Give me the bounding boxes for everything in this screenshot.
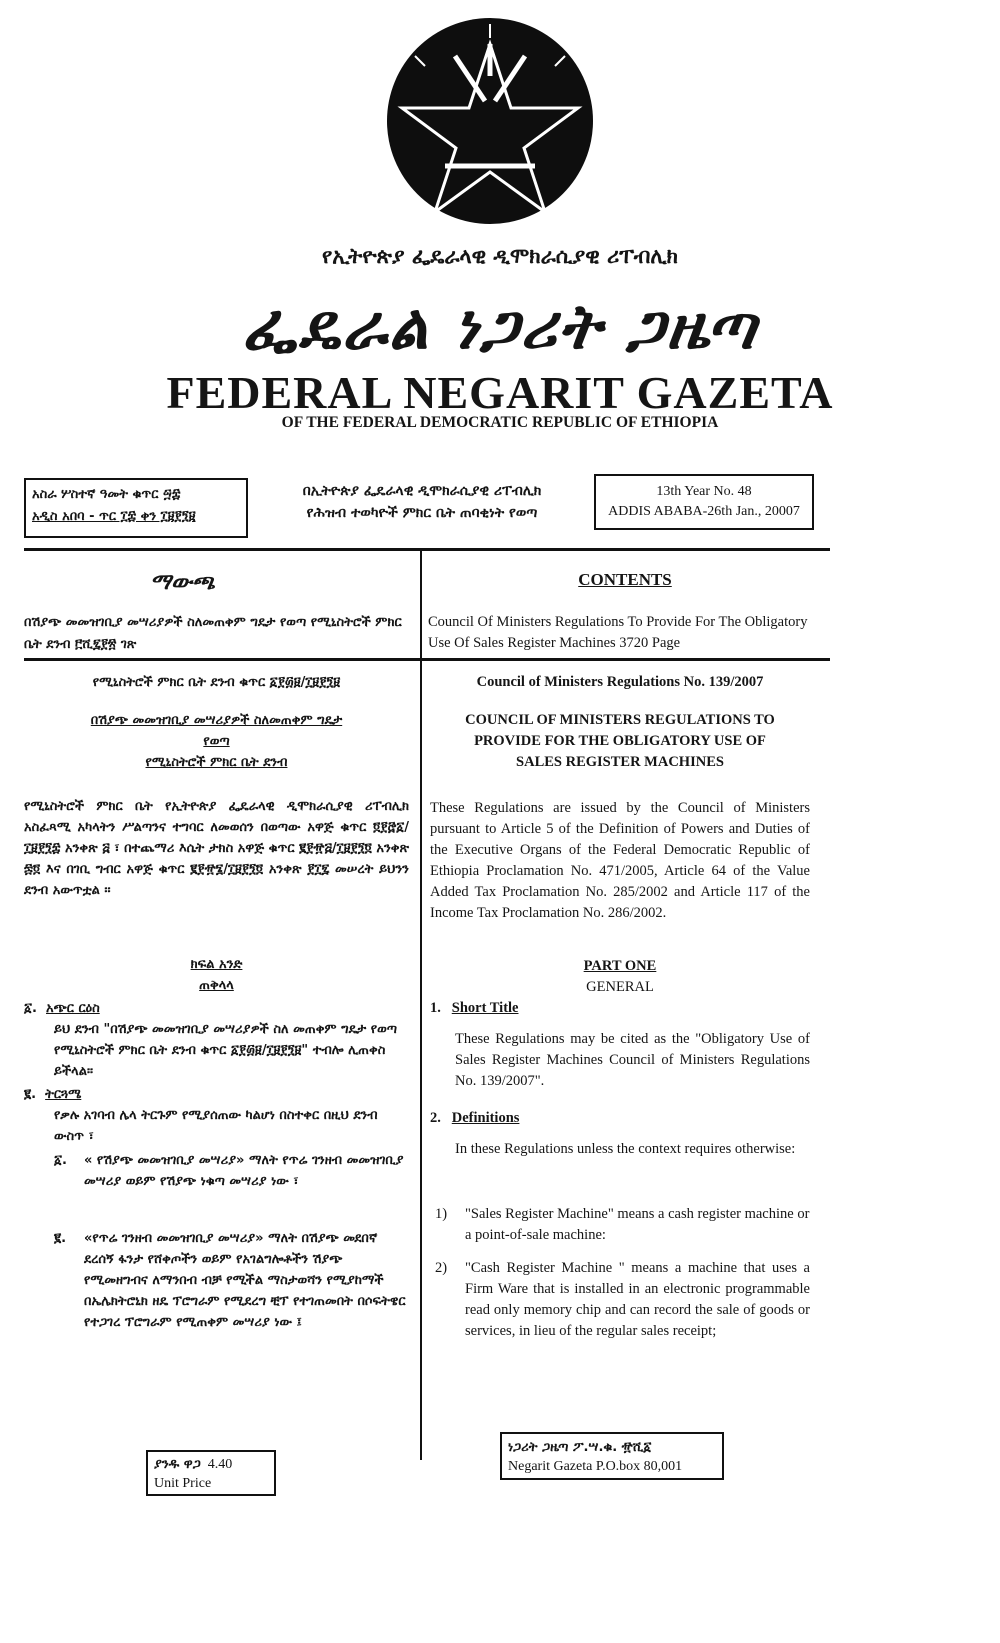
contents-divider	[420, 548, 422, 658]
national-emblem	[385, 16, 595, 226]
definition-number: ፪.	[54, 1231, 67, 1246]
english-gazette-subtitle: OF THE FEDERAL DEMOCRATIC REPUBLIC OF ETHIOPIA	[281, 414, 719, 431]
amharic-year-line: አስራ ሦስተኛ ዓመት ቁጥር ፵፰	[32, 487, 181, 502]
pobox-english: Negarit Gazeta P.O.box 80,001	[508, 1459, 683, 1474]
title-line-1: በሽያጭ መመዝገቢያ መሣሪያዎች ስለመጠቀም ግዴታ	[90, 713, 343, 728]
contents-entry-english: Council Of Ministers Regulations To Provide For The Obligatory Use Of Sales Register Machines 3720 Page	[428, 614, 808, 651]
section-intro: In these Regulations unless the context requires otherwise:	[455, 1141, 796, 1157]
definition-1-english	[430, 1204, 810, 1246]
regulation-number-amharic: የሚኒስትሮች ምክር ቤት ደንብ ቁጥር ፩፻፴፱/፲፱፻፺፱	[92, 675, 341, 690]
definition-text: "Sales Register Machine" means a cash register machine or a point-of-sale machine:	[465, 1206, 810, 1243]
section-2-english	[430, 1108, 810, 1160]
title-line-3: የሚኒስትሮች ምክር ቤት ደንብ	[145, 755, 288, 770]
unit-price-label: Unit Price	[154, 1476, 212, 1491]
definition-2-amharic	[24, 1228, 409, 1333]
section-text: ይህ ደንብ "በሽያጭ መመዝገቢያ መሣሪያዎች ስለ መጠቀም ግዴታ የወጣ የሚኒስትሮች ምክር ቤት ደንብ ቁጥር ፩፻፴፱/፲፱፻፺፱" ተብሎ ሊጠቀስ ይችላል፡፡	[54, 1022, 398, 1079]
contents-bottom-divider	[24, 658, 830, 661]
contents-heading-english: CONTENTS	[578, 570, 672, 589]
section-title: Definitions	[451, 1110, 520, 1126]
unit-price-amharic: ያንዱ ዋጋ	[154, 1457, 201, 1472]
amharic-republic-name: የኢትዮጵያ ፌዴራላዊ ዲሞክራሲያዊ ሪፐብሊክ	[322, 244, 678, 268]
section-number: 2.	[430, 1110, 441, 1126]
part-title: PART ONE	[583, 958, 657, 974]
authority-line-2: የሕዝብ ተወካዮች ምክር ቤት ጠባቂነት የወጣ	[306, 505, 538, 521]
unit-price-box	[146, 1450, 276, 1496]
section-1-amharic	[24, 998, 409, 1082]
english-issue-box	[594, 474, 814, 530]
contents-heading-amharic: ማውጫ	[150, 570, 215, 595]
preamble-english: These Regulations are issued by the Council of Ministers pursuant to Article 5 of the Definition of Powers and Duties of the Executive Organs of the Federal Democratic Republic of Ethiopia Proclamation No. 471/2005, Article 64 of the Value Added Tax Proclamation No. 285/2002 and Article 117 of the Income Tax Proclamation No. 286/2002.	[430, 800, 810, 921]
section-number: ፩.	[24, 1001, 37, 1016]
pobox-amharic: ነጋሪት ጋዜጣ ፖ.ሣ.ቁ. ፹ሺ፩	[508, 1440, 652, 1455]
part-subtitle: GENERAL	[586, 979, 654, 995]
definition-number: 2)	[435, 1260, 448, 1276]
issuing-authority	[262, 480, 582, 524]
section-title: አጭር ርዕስ	[46, 1001, 100, 1016]
section-title: ትርጓሜ	[45, 1087, 82, 1102]
definition-text: « የሽያጭ መመዝገቢያ መሣሪያ» ማለት የጥሬ ገንዘብ መመዝገቢያ መሣሪያ ወይም የሽያጭ ነቁጣ መሣሪያ ነው ፣	[84, 1153, 404, 1189]
regulation-title-english: COUNCIL OF MINISTERS REGULATIONS TO PROVIDE FOR THE OBLIGATORY USE OF SALES REGISTER MACHINES	[465, 712, 775, 770]
regulation-number-english: Council of Ministers Regulations No. 139/2007	[476, 674, 764, 690]
part-subtitle: ጠቅላላ	[199, 978, 234, 993]
english-gazette-title: FEDERAL NEGARIT GAZETA	[166, 367, 834, 418]
definition-number: ፩.	[54, 1153, 67, 1168]
unit-price-value: 4.40	[207, 1457, 233, 1472]
amharic-issue-box	[24, 478, 248, 538]
definition-number: 1)	[435, 1206, 448, 1222]
amharic-date-line: አዲስ አበባ - ጥር ፲፰ ቀን ፲፱፻፺፱	[32, 509, 196, 524]
section-number: 1.	[430, 1000, 441, 1016]
section-title: Short Title	[451, 1000, 519, 1016]
section-1-english	[430, 998, 810, 1092]
section-text: These Regulations may be cited as the "Obligatory Use of Sales Register Machines Council of Ministers Regulations No. 139/2007".	[455, 1031, 810, 1089]
authority-line-1: በኢትዮጵያ ፌዴራላዊ ዲሞክራሲያዊ ሪፐብሊክ	[302, 483, 542, 499]
definition-1-amharic	[24, 1150, 409, 1192]
section-intro: የቃሉ አገባብ ሌላ ትርጉም የሚያሰጠው ካልሆነ በስተቀር በዚህ ደንብ ውስጥ ፣	[54, 1108, 378, 1144]
title-line-2: የወጣ	[203, 734, 230, 749]
english-date-line: ADDIS ABABA-26th Jan., 20007	[608, 504, 800, 519]
part-heading-english	[430, 956, 810, 998]
preamble-amharic: የሚኒስትሮች ምክር ቤት የኢትዮጵያ ፌዴራላዊ ዲሞክራሲያዊ ሪፐብሊክ አስፈጻሚ አካላትን ሥልጣንና ተግባር ለመወሰን በወጣው አዋጅ ቁጥር ፬፻፸፩/፲፱፻፺፰ አንቀጽ ፭ ፣ በተጨማሪ እሴት ታክስ አዋጅ ቁጥር ፪፻፹፭/፲፱፻፺፬ አንቀጽ ፷፬ እና በገቢ ግብር አዋጅ ቁጥር ፪፻፹፮/፲፱፻፺፬ አንቀጽ ፻፲፯ መሠረት ይህንን ደንብ አውጥቷል ፡፡	[24, 799, 409, 898]
column-divider	[420, 660, 422, 1460]
english-year-line: 13th Year No. 48	[656, 484, 752, 499]
definition-text: «የጥሬ ገንዘብ መመዝገቢያ መሣሪያ» ማለት በሽያጭ መደበኛ ደረሰኝ ፋንታ የሸቀጦችን ወይም የአገልግሎቶችን ሽያጭ የሚመዘግብና ለማንበብ ብቻ የሚችል ማስታወሻን የሚያከማች በኤሌክትሮኒክ ዘዴ ፕሮግራም የሚደረግ ቺፕ የተገጠመበት በሶፍትዌር የተጋገረ ፕሮግራም የሚጠቀም መሣሪያ ነው ፤	[84, 1231, 406, 1330]
part-heading-amharic	[24, 954, 409, 996]
section-2-amharic	[24, 1084, 409, 1147]
top-divider	[24, 548, 830, 551]
amharic-gazette-title: ፌዴራል ነጋሪት ጋዜጣ	[242, 290, 758, 363]
section-number: ፪.	[24, 1087, 37, 1102]
regulation-title-amharic	[24, 710, 409, 773]
definition-2-english	[430, 1258, 810, 1342]
contents-entry-amharic: በሽያጭ መመዝገቢያ መሣሪያዎች ስለመጠቀም ግዴታ የወጣ የሚኒስትሮች ምክር ቤት ደንብ ፫ሺ፯፻፳ ገጽ	[24, 615, 402, 652]
pobox-box	[500, 1432, 724, 1480]
definition-text: "Cash Register Machine " means a machine that uses a Firm Ware that is installed in an electronic programmable read only memory chip and can record the sale of goods or services, in lieu of the regular sales receipt;	[465, 1260, 810, 1339]
part-title: ክፍል አንድ	[190, 957, 243, 972]
